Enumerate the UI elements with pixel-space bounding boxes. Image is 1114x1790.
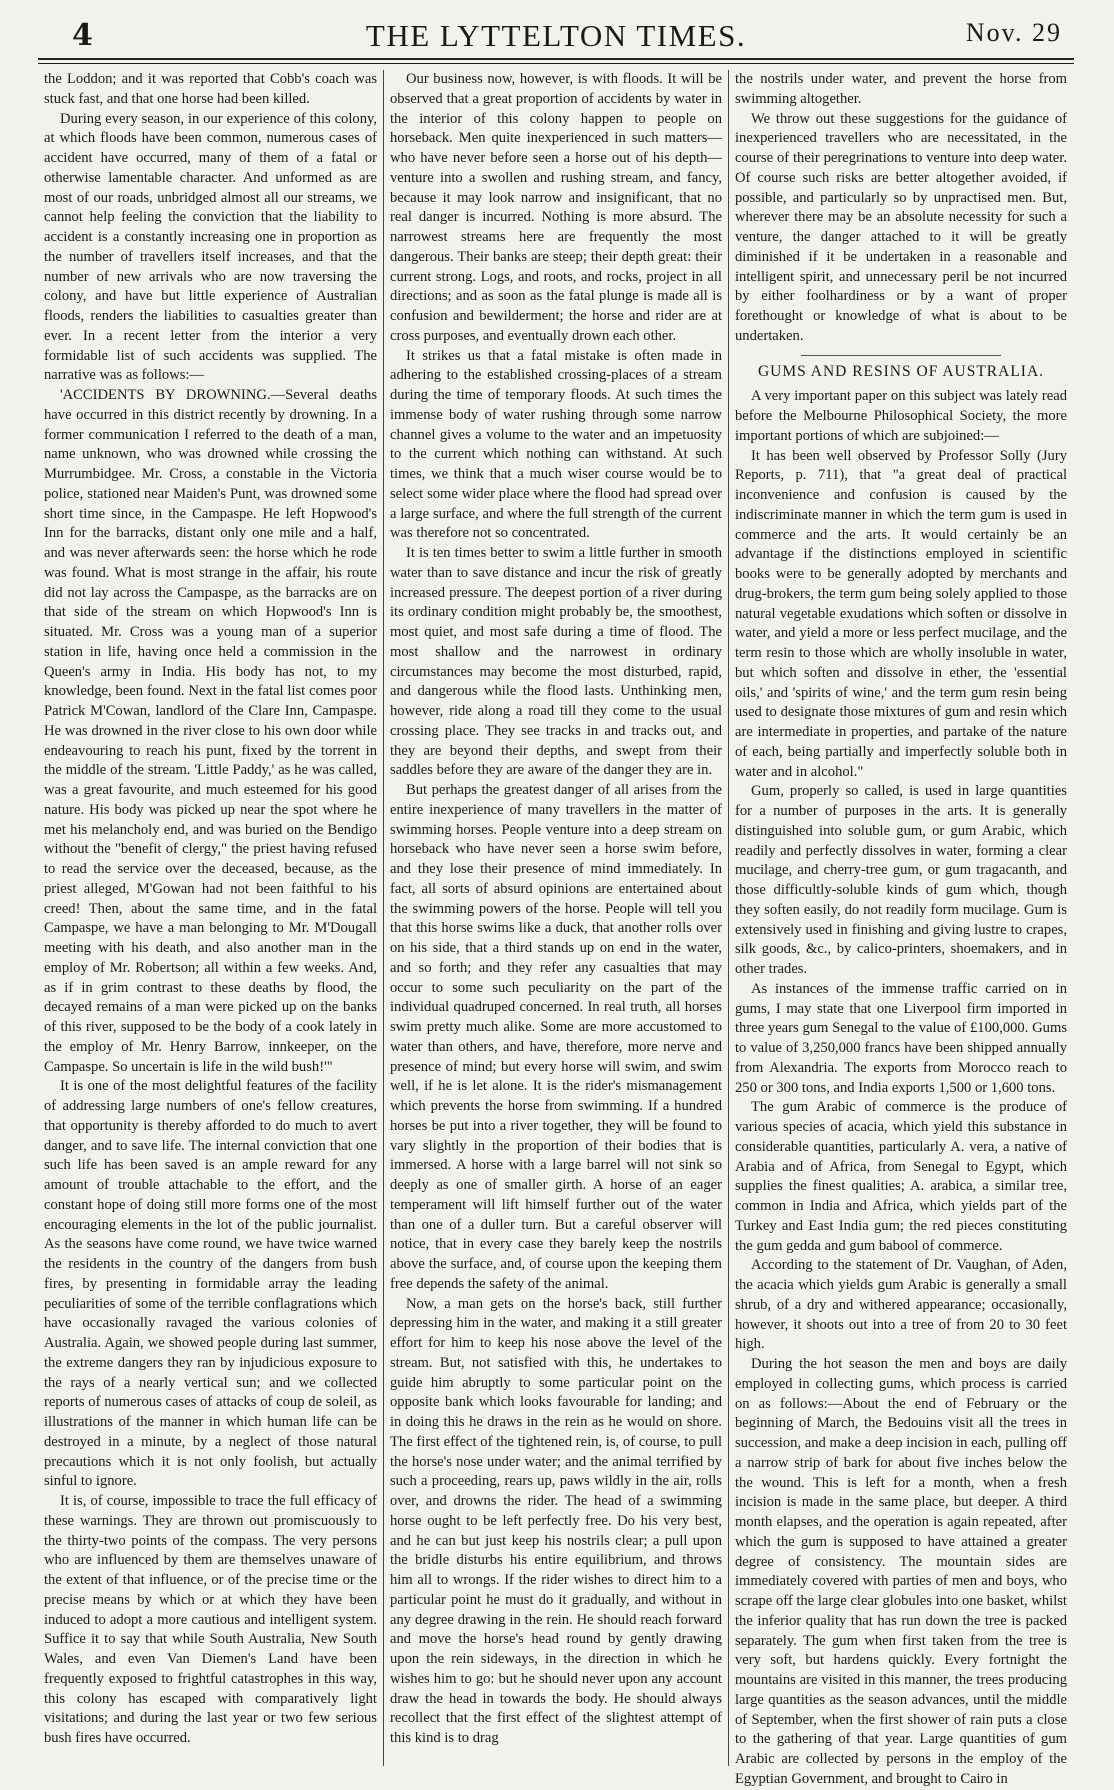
section-divider	[801, 355, 1000, 356]
paragraph: 'ACCIDENTS BY DROWNING.—Several deaths have occurred in this district recently by drowning. In a former communication I referred to the death of a man, name unknown, who was drowned while crossing the Murrumbidgee. Mr. Cross, a constable in the Victoria police, stationed near Maiden's Punt, was drowned some short time since, in the Campaspe. He left Hopwood's Inn for the barracks, distant only one mile and a half, and was never afterwards seen: the horse which he rode was found. What is most strange in the affair, his route did not lay across the Campaspe, as the barracks are on that side of the stream on which Hopwood's Inn is situated. Mr. Cross was a young man of a superior station in life, having once held a commission in the Queen's army in India. His body has not, to my knowledge, been found. Next in the fatal list comes poor Patrick M'Cowan, landlord of the Clare Inn, Campaspe. He was drowned in the river close to his own door while endeavouring to reach his punt, fixed by the torrent in the middle of the stream. 'Little Paddy,' as he was called, was a great favourite, and much esteemed for his good nature. His body was picked up near the spot where he met his melancholy end, and was buried on the Bendigo without the "benefit of clergy," the priest having refused to read the service over the deceased, because, as the priest alleged, M'Gowan had not been faithful to his creed! Then, about the same time, and in the fatal Campaspe, we have a man belonging to Mr. M'Dougall meeting with his death, and also another man in the employ of Mr. Robertson; all within a few weeks. And, as if in grim contrast to these deaths by flood, the decayed remains of a man were picked up on the banks of this river, supposed to be the body of a cook lately in the employ of Mr. Henry Barrow, innkeeper, on the Campaspe. So uncertain is life in the wild bush!'"	[44, 387, 377, 1075]
paragraph: Gum, properly so called, is used in large quantities for a number of purposes in the arts. It is generally distinguished into soluble gum, or gum Arabic, which readily and perfectly dissolves in water, forming a clear mucilage, and cherry-tree gum, or gum tragacanth, and those difficultly-soluble kinds of gum which, though they soften easily, do not readily form mucilage. Gum is extensively used in finishing and giving lustre to crapes, silk goods, &c., by calico-printers, shoemakers, and in other trades.	[735, 783, 1067, 977]
paragraph: Now, a man gets on the horse's back, still further depressing him in the water, and making it a still greater effort for him to keep his nose above the level of the stream. But, not satisfied with this, he undertakes to guide him abruptly to some particular point on the opposite bank which looks favourable for landing; and in doing this he draws in the rein as he would on shore. The first effect of the tightened rein, is, of course, to pull the horse's nose under water; and the animal terrified by such a proceeding, rears up, paws wildly in the air, rolls over, and drowns the rider. The head of a swimming horse ought to be left perfectly free. Do his very best, and he can but just keep his nostrils clear; a pull upon the bridle disturbs his entire equilibrium, and throws him all to wrongs. If the rider wishes to direct him to a particular point he must do it gradually, and without in any degree drawing in the rein. He should reach forward and move the horse's head round by gently drawing upon the rein sideways, in the direction in which he wishes him to go: but he should never upon any account draw the head in towards the body. He should always recollect that the first effect of the slightest attempt of this kind is to drag	[390, 1295, 722, 1746]
article-columns	[38, 70, 1074, 1787]
paragraph: A very important paper on this subject was lately read before the Melbourne Philosophical Society, the more important portions of which are subjoined:—	[735, 388, 1067, 444]
paragraph: It is one of the most delightful features of the facility of addressing large numbers of one's fellow creatures, that opportunity is thereby afforded to do much to avert danger, and to save life. The internal conviction that one such life has been saved is an ample reward for any amount of trouble attachable to the effort, and the constant hope of doing still more forms one of the most encouraging elements in the lot of the public journalist. As the seasons have come round, we have twice warned the residents in the country of the dangers from bush fires, by presenting in formidable array the leading peculiarities of some of the terrible conflagrations which have occasionally ravaged the various colonies of Australia. Again, we showed people during last summer, the extreme dangers they ran by injudicious exposure to the rays of a nearly vertical sun; and we collected reports of numerous cases of attacks of coup de soleil, as illustrations of the manner in which human life can be destroyed in a minute, by a neglect of those natural precautions which it is not only foolish, but actually sinful to ignore.	[44, 1078, 377, 1490]
paragraph: According to the statement of Dr. Vaughan, of Aden, the acacia which yields gum Arabic is generally a small shrub, of a dry and withered appearance; occasionally, however, it shoots out into a tree of from 20 to 30 feet high.	[735, 1257, 1067, 1353]
masthead-rule	[38, 58, 1074, 64]
column-1	[38, 70, 383, 1766]
paragraph: During every season, in our experience of this colony, at which floods have been common, numerous cases of accident have occurred, many of them of a fatal or otherwise lamentable character. And unformed as are most of our roads, unbridged almost all our streams, we cannot help feeling the conviction that the liability to accident is a constantly increasing one in proportion as the number of travellers itself increases, and that the number of new arrivals who are now traversing the colony, and have but little experience of Australian floods, renders the liabilities to casualties greater than ever. In a recent letter from the interior a very formidable list of such accidents was supplied. The narrative was as follows:—	[44, 110, 377, 384]
masthead	[38, 0, 1074, 66]
paragraph: the Loddon; and it was reported that Cobb's coach was stuck fast, and that one horse had been killed.	[44, 71, 377, 107]
paragraph: But perhaps the greatest danger of all arises from the entire inexperience of many travellers in the matter of swimming horses. People venture into a deep stream on horseback who have never seen a horse swim before, and they lose their presence of mind immediately. In fact, all sorts of absurd opinions are entertained about the swimming powers of the horse. People will tell you that this horse swims like a duck, that another rolls over on his side, that a third stands up on end in the water, and so forth; and they refer any casualties that may occur to some such peculiarity on the part of the individual quadruped concerned. In real truth, all horses swim pretty much alike. Some are more accustomed to water than others, and have, therefore, more nerve and presence of mind; but every horse will swim, and swim well, if he is let alone. It is the rider's mismanagement which prevents the horse from swimming. If a hundred horses be put into a river together, they will be found to vary slightly in the proportion of their bodies that is immersed. A horse with a large barrel will not sink so deeply as one of smaller girth. A horse of an eager temperament will lift himself further out of the water than one of a duller turn. But a careful observer will notice, that in every case they barely keep the nostrils above the surface, and, of course upon the keeping them free depends the safety of the animal.	[390, 782, 722, 1292]
page-number: 4	[72, 18, 93, 53]
paragraph: It is, of course, impossible to trace the full efficacy of these warnings. They are thrown out promiscuously to the thirty-two points of the compass. The very persons who are influenced by them are themselves unaware of the extent of that influence, or of the precise time or the precise means by which or at which they have been induced to adopt a more cautious and intelligent system. Suffice it to say that while South Australia, New South Wales, and even Van Diemen's Land have been frequently exposed to frightful catastrophes in this way, this colony has escaped with comparatively light visitations; and during the last year or two few serious bush fires have occurred.	[44, 1493, 377, 1746]
paragraph: Our business now, however, is with floods. It will be observed that a great proportion of accidents by water in the interior of this colony happen to people on horseback. Men quite inexperienced in such matters—who have never before seen a horse out of his depth—venture into a swollen and rushing stream, and fancy, because it may look narrow and insignificant, that no real danger is incurred. Nothing is more absurd. The narrowest streams here are frequently the most dangerous. Their banks are steep; their depth great: their current strong. Logs, and roots, and rocks, project in all directions; and as soon as the fatal plunge is made all is confusion and bewilderment; the horse and rider are at cross purposes, and eventually drown each other.	[390, 71, 722, 344]
issue-date: Nov. 29	[965, 18, 1062, 47]
paragraph: The gum Arabic of commerce is the produce of various species of acacia, which yield this substance in considerable quantities, particularly A. vera, a native of Arabia and of Africa, from Senegal to Egypt, which supplies the finest qualities; A. arabica, a similar tree, common in India and Africa, which yields part of the Turkey and East India gum; the red pieces constituting the gum gedda and gum babool of commerce.	[735, 1099, 1067, 1254]
paragraph: We throw out these suggestions for the guidance of inexperienced travellers who are necessitated, in the course of their peregrinations to venture into deep water. Of course such risks are better altogether avoided, if possible, and particularly so by unpractised men. But, wherever there may be an absolute necessity for such a venture, the danger attached to it will be greatly diminished if it be undertaken in a reasonable and intelligent spirit, and unnecessary peril be not incurred by either foolhardiness or by a want of proper forethought or knowledge of what is about to be undertaken.	[735, 110, 1067, 344]
section-heading: GUMS AND RESINS OF AUSTRALIA.	[757, 362, 1045, 380]
paragraph: It is ten times better to swim a little further in smooth water than to save distance and incur the risk of greatly increased pressure. The deepest portion of a river during its ordinary condition might probably be, the smoothest, most quiet, and most safe during a time of flood. The most shallow and the narrowest in ordinary circumstances may become the most disturbed, rapid, and dangerous while the flood lasts. Unthinking men, however, ride along a road till they come to the usual crossing place. They see tracks in and tracks out, and they are beyond their depths, and swept from their saddles before they are aware of the danger they are in.	[390, 545, 722, 779]
paragraph: During the hot season the men and boys are daily employed in collecting gums, which process is carried on as follows:—About the end of February or the beginning of March, the Bedouins visit all the trees in succession, and make a deep incision in each, pulling off a narrow strip of bark for about five inches below the the wound. This is left for a month, when a fresh incision is made in the same place, but deeper. A third month elapses, and the operation is again repeated, after which the gum is supposed to have attained a greater degree of consistency. The mountain sides are immediately covered with parties of men and boys, who scrape off the large clear globules into one basket, whilst the inferior quality that has run down the tree is packed separately. The gum when first taken from the tree is very soft, but hardens quickly. Every fortnight the mountains are visited in this manner, the trees producing large quantities as the season advances, until the middle of September, when the first shower of rain puts a close to the gathering of that year. Large quantities of gum Arabic are collected by persons in the employ of the Egyptian Government, and brought to Cairo in	[735, 1356, 1067, 1787]
paragraph: As instances of the immense traffic carried on in gums, I may state that one Liverpool firm imported in three years gum Senegal to the value of £100,000. Gums to value of 3,250,000 francs have been shipped annually from Alexandria. The exports from Morocco reach to 250 or 300 tons, and India exports 1,500 or 1,600 tons.	[735, 980, 1067, 1096]
newspaper-title: THE LYTTELTON TIMES.	[365, 18, 747, 53]
column-3	[728, 70, 1073, 1787]
column-2	[383, 70, 728, 1766]
paragraph: It has been well observed by Professor Solly (Jury Reports, p. 711), that "a great deal of practical inconvenience and confusion is caused by the indiscriminate manner in which the term gum is used in commerce and the arts. It would certainly be an advantage if the distinctions employed in scientific books were to be generally adopted by merchants and drug-brokers, the term gum being solely applied to those natural vegetable exudations which soften or dissolve in water, and yield a more or less perfect mucilage, and the term resin to those which are wholly insoluble in water, but which soften and dissolve in ether, the 'essential oils,' and 'spirits of wine,' and the term gum resin being used to designate those mixtures of gum and resin which are intermediate in properties, and partake of the nature of each, being partially and imperfectly soluble both in water and in alcohol."	[735, 447, 1067, 780]
paragraph: It strikes us that a fatal mistake is often made in adhering to the established crossing-places of a stream during the time of temporary floods. At such times the immense body of water rushing through some narrow channel gives a volume to the water and an impetuosity to the current which nothing can withstand. At such times, we think that a much wiser course would be to select some wider place where the flood had spread over a large surface, and where the full strength of the current was therefore not so concentrated.	[390, 347, 722, 542]
paragraph: the nostrils under water, and prevent the horse from swimming altogether.	[735, 71, 1067, 107]
